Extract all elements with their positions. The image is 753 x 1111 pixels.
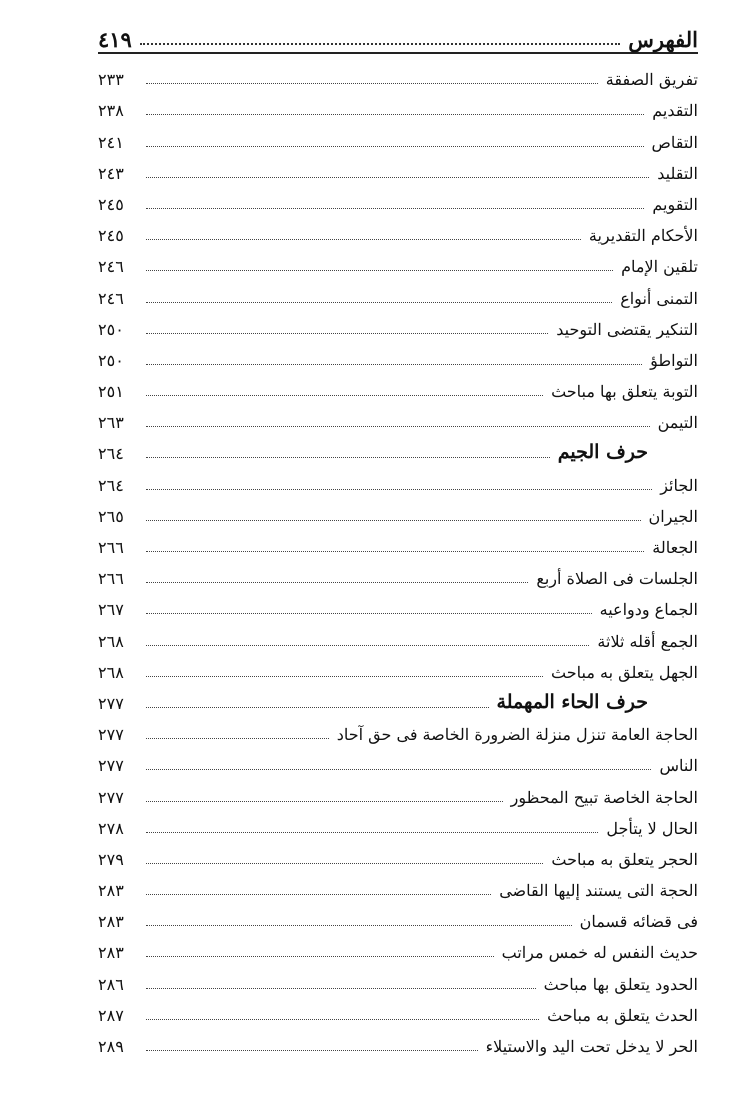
index-entry-row [98, 744, 698, 775]
section-heading: حرف الجيم [557, 441, 648, 464]
entry-page-number: ٢٦٦ [98, 538, 124, 557]
leader-dots [146, 676, 543, 677]
index-entry-row [98, 58, 698, 89]
index-entry-row [98, 526, 698, 557]
header-leader-dots [140, 43, 620, 45]
entry-page-number: ٢٧٧ [98, 693, 124, 713]
index-entry-row [98, 713, 698, 744]
index-entry-row [98, 339, 698, 370]
entry-text: الجماع ودواعيه [599, 600, 698, 620]
entry-page-number: ٢٦٤ [98, 444, 124, 464]
entry-page-number: ٢٥٠ [98, 350, 124, 370]
leader-dots [146, 832, 598, 833]
entry-text: التواطؤ [650, 350, 698, 370]
leader-dots [146, 551, 644, 552]
leader-dots [146, 769, 651, 770]
index-entry-row [98, 463, 698, 494]
entry-text: الحاجة الخاصة تبيح المحظور [510, 787, 698, 807]
entry-text: التقليد [657, 163, 698, 183]
entry-page-number: ٢٤٦ [98, 257, 124, 277]
index-entry-row [98, 775, 698, 806]
index-entry-row [98, 557, 698, 588]
entry-text: الحجة التى يستند إليها القاضى [499, 881, 698, 901]
index-entry-row [98, 838, 698, 869]
entry-text: التقاص [651, 132, 698, 152]
entry-text: تلقين الإمام [621, 257, 698, 277]
index-entry-row [98, 994, 698, 1025]
leader-dots [146, 801, 503, 802]
leader-dots [146, 302, 612, 303]
entry-text: الجهل يتعلق به مباحث [551, 662, 698, 682]
index-entry-row [98, 900, 698, 931]
entry-page-number: ٢٣٨ [98, 101, 124, 121]
entry-text: التقديم [652, 101, 698, 121]
page-number: ٤١٩ [98, 27, 132, 52]
entry-page-number: ٢٦٤ [98, 475, 124, 495]
entry-text: التنكير يقتضى التوحيد [556, 319, 698, 339]
entry-page-number: ٢٧٨ [98, 818, 124, 838]
entry-page-number: ٢٤٥ [98, 226, 124, 246]
entry-page-number: ٢٤٣ [98, 163, 124, 183]
entry-page-number: ٢٦٨ [98, 662, 124, 682]
entry-page-number: ٢٤٦ [98, 288, 124, 308]
index-entry-row [98, 807, 698, 838]
index-entry-row [98, 588, 698, 619]
leader-dots [146, 863, 543, 864]
page-title: الفهرس [628, 27, 698, 52]
entry-page-number: ٢٤١ [98, 132, 124, 152]
leader-dots [146, 208, 644, 209]
entry-text: تفريق الصفقة [605, 70, 698, 90]
entry-page-number: ٢٨٩ [98, 1037, 124, 1056]
entry-text: الحر لا يدخل تحت اليد والاستيلاء [485, 1037, 698, 1056]
entry-page-number: ٢٨٧ [98, 1005, 124, 1025]
entry-page-number: ٢٣٣ [98, 70, 124, 90]
entry-page-number: ٢٦٧ [98, 600, 124, 620]
entry-text: الحاجة العامة تنزل منزلة الضرورة الخاصة فى حق آحاد [336, 725, 698, 745]
index-entry-row [98, 495, 698, 526]
entry-text: التمنى أنواع [620, 288, 698, 308]
index-entry-row [98, 89, 698, 120]
index-entry-row [98, 183, 698, 214]
index-entries [98, 58, 698, 1056]
leader-dots [146, 270, 613, 271]
leader-dots [146, 956, 494, 957]
entry-text: الحال لا يتأجل [606, 818, 698, 838]
entry-page-number: ٢٦٥ [98, 506, 124, 526]
index-entry-row [98, 401, 698, 432]
leader-dots [146, 738, 329, 739]
leader-dots [146, 395, 543, 396]
entry-text: الجلسات فى الصلاة أربع [536, 569, 698, 589]
leader-dots [146, 1050, 478, 1051]
entry-page-number: ٢٨٦ [98, 974, 124, 994]
leader-dots [146, 988, 536, 989]
leader-dots [146, 177, 649, 178]
leader-dots [146, 707, 489, 708]
entry-page-number: ٢٨٣ [98, 912, 124, 932]
leader-dots [146, 894, 491, 895]
entry-text: الجعالة [652, 538, 698, 557]
leader-dots [146, 520, 641, 521]
leader-dots [146, 114, 644, 115]
entry-page-number: ٢٦٣ [98, 413, 124, 433]
entry-page-number: ٢٨٣ [98, 881, 124, 901]
leader-dots [146, 426, 650, 427]
entry-page-number: ٢٧٧ [98, 725, 124, 745]
leader-dots [146, 925, 572, 926]
leader-dots [146, 146, 644, 147]
entry-text: التوبة يتعلق بها مباحث [551, 382, 698, 402]
section-heading-row [98, 432, 698, 463]
leader-dots [146, 364, 642, 365]
entry-text: الحدود يتعلق بها مباحث [543, 974, 698, 994]
entry-page-number: ٢٧٧ [98, 756, 124, 776]
index-page [98, 18, 698, 1056]
index-entry-row [98, 370, 698, 401]
index-entry-row [98, 152, 698, 183]
index-entry-row [98, 214, 698, 245]
section-heading-row [98, 682, 698, 713]
entry-page-number: ٢٧٧ [98, 787, 124, 807]
index-entry-row [98, 931, 698, 962]
index-entry-row [98, 1025, 698, 1056]
entry-text: الأحكام التقديرية [588, 226, 698, 246]
entry-page-number: ٢٨٣ [98, 943, 124, 963]
leader-dots [146, 613, 592, 614]
entry-text: الناس [659, 756, 698, 776]
entry-text: التقويم [652, 194, 698, 214]
entry-text: حديث النفس له خمس مراتب [501, 943, 698, 963]
leader-dots [146, 489, 652, 490]
index-entry-row [98, 308, 698, 339]
index-entry-row [98, 276, 698, 307]
leader-dots [146, 645, 589, 646]
entry-text: الجيران [648, 506, 698, 526]
section-heading: حرف الحاء المهملة [496, 690, 648, 713]
index-entry-row [98, 651, 698, 682]
entry-text: الجائز [660, 475, 698, 495]
entry-page-number: ٢٦٦ [98, 569, 124, 589]
leader-dots [146, 1019, 539, 1020]
entry-text: الحجر يتعلق به مباحث [551, 849, 698, 869]
leader-dots [146, 333, 548, 334]
index-entry-row [98, 120, 698, 151]
entry-page-number: ٢٤٥ [98, 194, 124, 214]
entry-text: الجمع أقله ثلاثة [597, 631, 698, 651]
index-entry-row [98, 869, 698, 900]
entry-page-number: ٢٦٨ [98, 631, 124, 651]
entry-page-number: ٢٧٩ [98, 849, 124, 869]
leader-dots [146, 457, 550, 458]
leader-dots [146, 83, 598, 84]
index-entry-row [98, 619, 698, 650]
entry-text: الحدث يتعلق به مباحث [547, 1005, 698, 1025]
entry-text: التيمن [657, 413, 698, 433]
index-entry-row [98, 245, 698, 276]
page-header [98, 18, 698, 54]
leader-dots [146, 582, 528, 583]
entry-text: فى قضائه قسمان [579, 912, 698, 932]
index-entry-row [98, 962, 698, 993]
entry-page-number: ٢٥١ [98, 382, 124, 402]
leader-dots [146, 239, 581, 240]
entry-page-number: ٢٥٠ [98, 319, 124, 339]
